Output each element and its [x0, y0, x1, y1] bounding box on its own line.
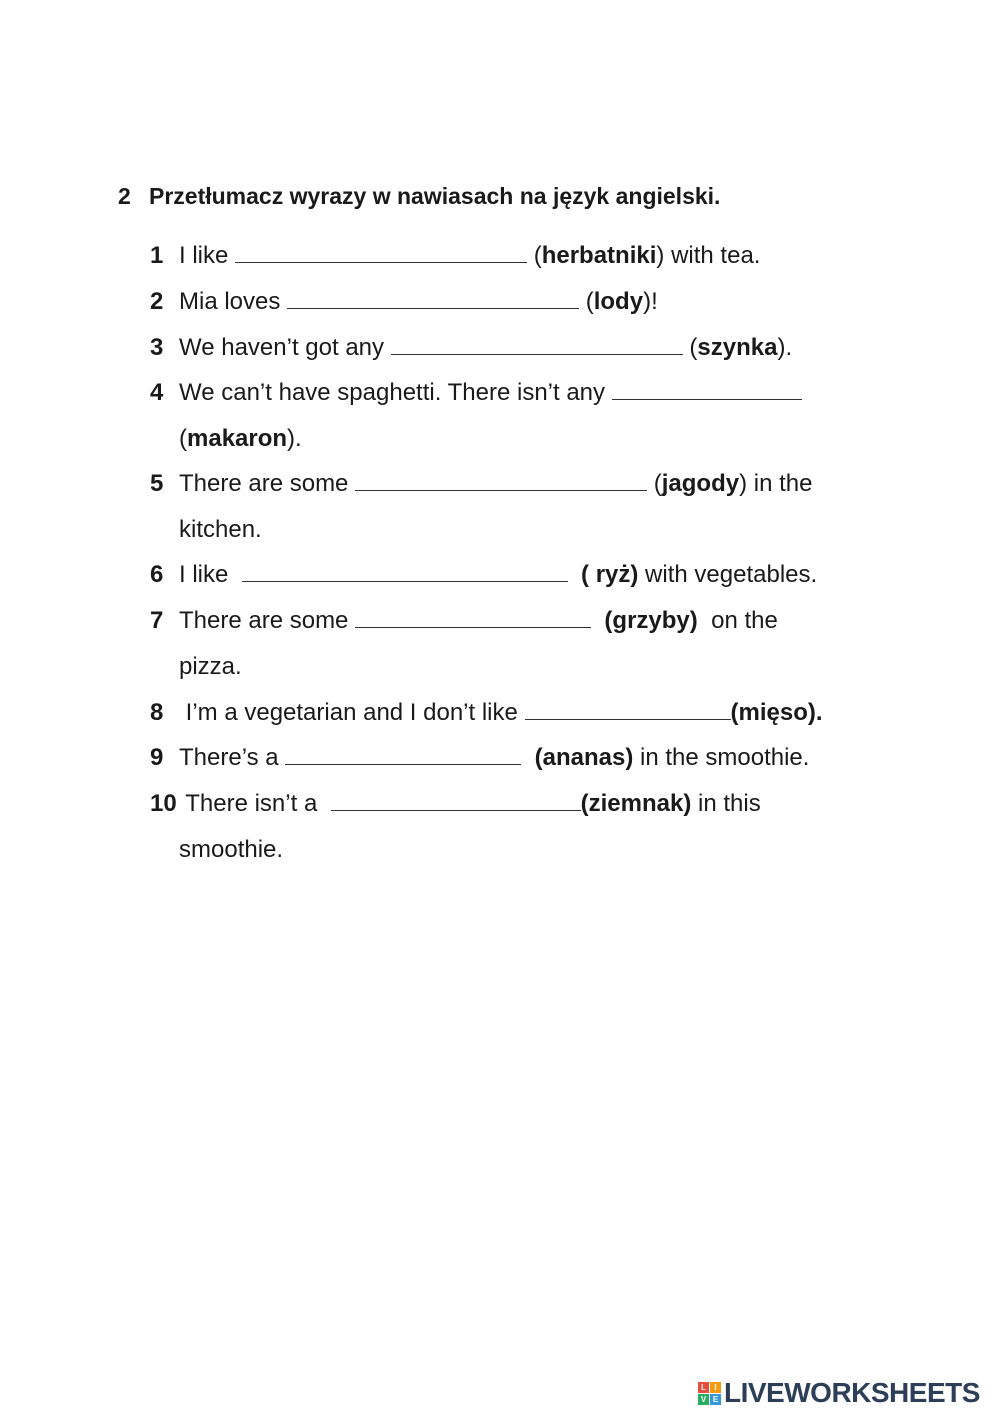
item-number: 7 — [150, 607, 164, 634]
polish-word: (ziemnak) — [580, 790, 692, 817]
item-text-before: Mia loves — [179, 288, 281, 315]
item-text-after: with tea. — [664, 242, 761, 269]
polish-word: szynka — [697, 334, 778, 361]
logo-grid-icon — [698, 1382, 721, 1405]
exercise-instruction: Przetłumacz wyrazy w nawiasach na język angielski. — [149, 183, 721, 209]
item-number: 10 — [150, 790, 177, 817]
item-text-before: There are some — [179, 470, 349, 497]
item-number: 4 — [150, 379, 164, 406]
item-text-before: I’m a vegetarian and I don’t like — [179, 699, 518, 726]
answer-blank-7[interactable] — [355, 607, 591, 628]
item-5: 5 There are some (jagody) in the — [150, 470, 813, 497]
item-6 — [150, 560, 817, 590]
item-number: 9 — [150, 744, 164, 771]
item-1: 1 I like (herbatniki) with tea. — [150, 242, 761, 269]
answer-blank-3[interactable] — [391, 334, 683, 355]
item-text-before: We haven’t got any — [179, 334, 385, 361]
item-7 — [150, 606, 778, 636]
item-text-before: There’s a — [179, 744, 279, 771]
item-number: 1 — [150, 242, 164, 269]
answer-blank-5[interactable] — [355, 470, 647, 491]
item-4 — [150, 378, 802, 408]
item-text-after: with vegetables. — [638, 561, 818, 588]
polish-word: (ananas) — [534, 744, 634, 771]
answer-blank-2[interactable] — [287, 288, 579, 309]
item-number: 2 — [150, 288, 164, 315]
item-3: 3 We haven’t got any (szynka). — [150, 334, 793, 361]
answer-blank-4[interactable] — [612, 379, 802, 400]
answer-blank-10[interactable] — [331, 790, 581, 811]
item-text-after: in this — [691, 790, 761, 817]
item-10-continuation: smoothie. — [179, 836, 284, 863]
logo-grid-cell: E — [710, 1394, 721, 1405]
item-4-continuation: (makaron). — [179, 425, 302, 452]
item-number: 3 — [150, 334, 164, 361]
logo-grid-cell: V — [698, 1394, 709, 1405]
polish-word: (mięso). — [730, 699, 823, 726]
answer-blank-1[interactable] — [235, 242, 527, 263]
exercise-heading — [118, 183, 720, 210]
polish-word: ( ryż) — [581, 561, 639, 588]
answer-blank-8[interactable] — [525, 699, 731, 720]
polish-word: (grzyby) — [604, 607, 698, 634]
item-text-after: on the — [697, 607, 778, 634]
item-number: 6 — [150, 561, 164, 588]
item-7-continuation: pizza. — [179, 653, 242, 680]
polish-word: herbatniki — [541, 242, 657, 269]
item-text-before: We can’t have spaghetti. There isn’t any — [179, 379, 606, 406]
logo-text: LIVEWORKSHEETS — [724, 1377, 980, 1408]
item-text-after: . — [295, 425, 302, 452]
logo-grid-cell: L — [698, 1382, 709, 1393]
answer-blank-9[interactable] — [285, 744, 521, 765]
item-text-before: There are some — [179, 607, 349, 634]
polish-word: makaron — [187, 425, 288, 452]
item-2: 2 Mia loves (lody)! — [150, 288, 658, 315]
item-text-before: I like — [179, 242, 229, 269]
polish-word: jagody — [661, 470, 740, 497]
item-text-after: in the smoothie. — [633, 744, 810, 771]
item-text-before: I like — [179, 561, 229, 588]
exercise-number: 2 — [118, 183, 131, 209]
item-8 — [150, 698, 823, 728]
item-text-after: in the — [747, 470, 813, 497]
item-number: 8 — [150, 699, 164, 726]
item-9 — [150, 743, 809, 773]
liveworksheets-logo[interactable] — [698, 1378, 980, 1408]
item-text-after: ! — [651, 288, 658, 315]
item-5-continuation: kitchen. — [179, 516, 262, 543]
logo-grid-cell: I — [710, 1382, 721, 1393]
item-10 — [150, 789, 761, 819]
answer-blank-6[interactable] — [242, 561, 568, 582]
item-number: 5 — [150, 470, 164, 497]
polish-word: lody — [593, 288, 644, 315]
item-text-after: . — [785, 334, 793, 361]
item-text-before: There isn’t a — [179, 790, 318, 817]
